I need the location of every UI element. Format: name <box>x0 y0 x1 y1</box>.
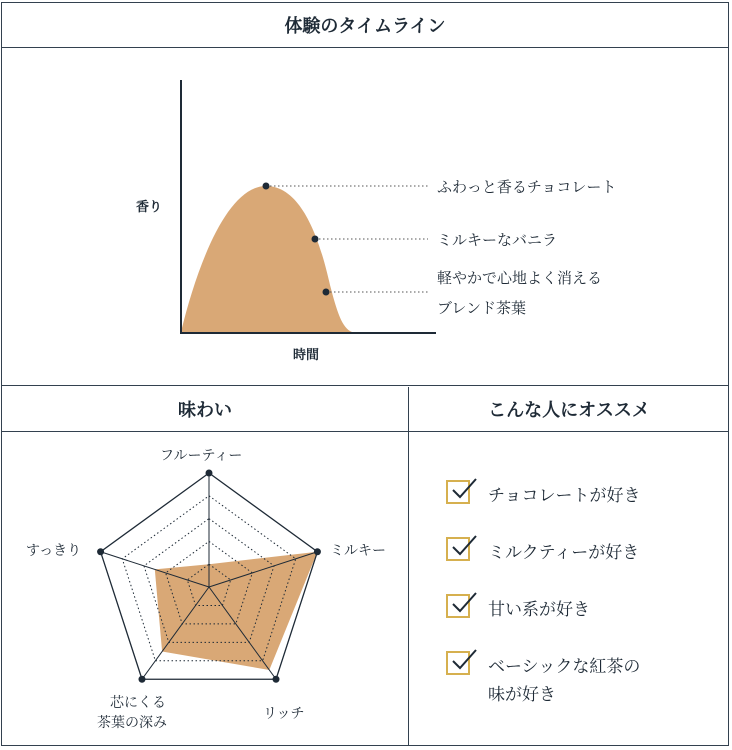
recommend-text: チョコレートが好き <box>488 486 641 506</box>
y-axis-label: 香り <box>136 200 163 215</box>
radar-axis-label: 茶葉の深み <box>97 715 167 731</box>
timeline-title: 体験のタイムライン <box>284 16 446 37</box>
radar-vertex-point <box>206 470 213 477</box>
radar-axis-label: フルーティー <box>160 448 243 464</box>
checkmark-icon <box>446 537 470 561</box>
radar-value-area <box>155 552 318 670</box>
x-axis-label: 時間 <box>293 348 320 363</box>
recommend-title: こんな人にオススメ <box>488 400 650 421</box>
recommend-item <box>446 596 590 624</box>
radar-axis-label: すっきり <box>26 543 82 559</box>
radar-axis-label: ミルキー <box>330 543 386 559</box>
recommend-text <box>488 653 640 709</box>
checkmark-icon <box>446 480 470 504</box>
taste-title: 味わい <box>178 400 232 421</box>
checkmark-icon <box>446 594 470 618</box>
radar-vertex-point <box>97 548 104 555</box>
annotation-label: ブレンド茶葉 <box>437 299 527 317</box>
radar-axis-label: リッチ <box>263 706 305 722</box>
annotation-label: ふわっと香るチョコレート <box>437 178 617 196</box>
recommend-text-line: 味が好き <box>488 685 556 705</box>
recommend-item <box>446 539 639 567</box>
recommend-text: 甘い系が好き <box>488 600 590 620</box>
checkmark-icon <box>446 651 470 675</box>
recommend-item <box>446 653 640 709</box>
radar-vertex-point <box>314 548 321 555</box>
radar-vertex-point <box>273 676 280 683</box>
recommend-text: ミルクティーが好き <box>488 543 640 563</box>
radar-axis-label: 芯にくる <box>110 695 166 711</box>
radar-vertex-point <box>138 676 145 683</box>
recommend-item <box>446 482 641 510</box>
recommend-text-line: ベーシックな紅茶の <box>488 657 641 677</box>
annotation-label: 軽やかで心地よく消える <box>437 269 603 287</box>
annotation-label: ミルキーなバニラ <box>437 231 558 249</box>
